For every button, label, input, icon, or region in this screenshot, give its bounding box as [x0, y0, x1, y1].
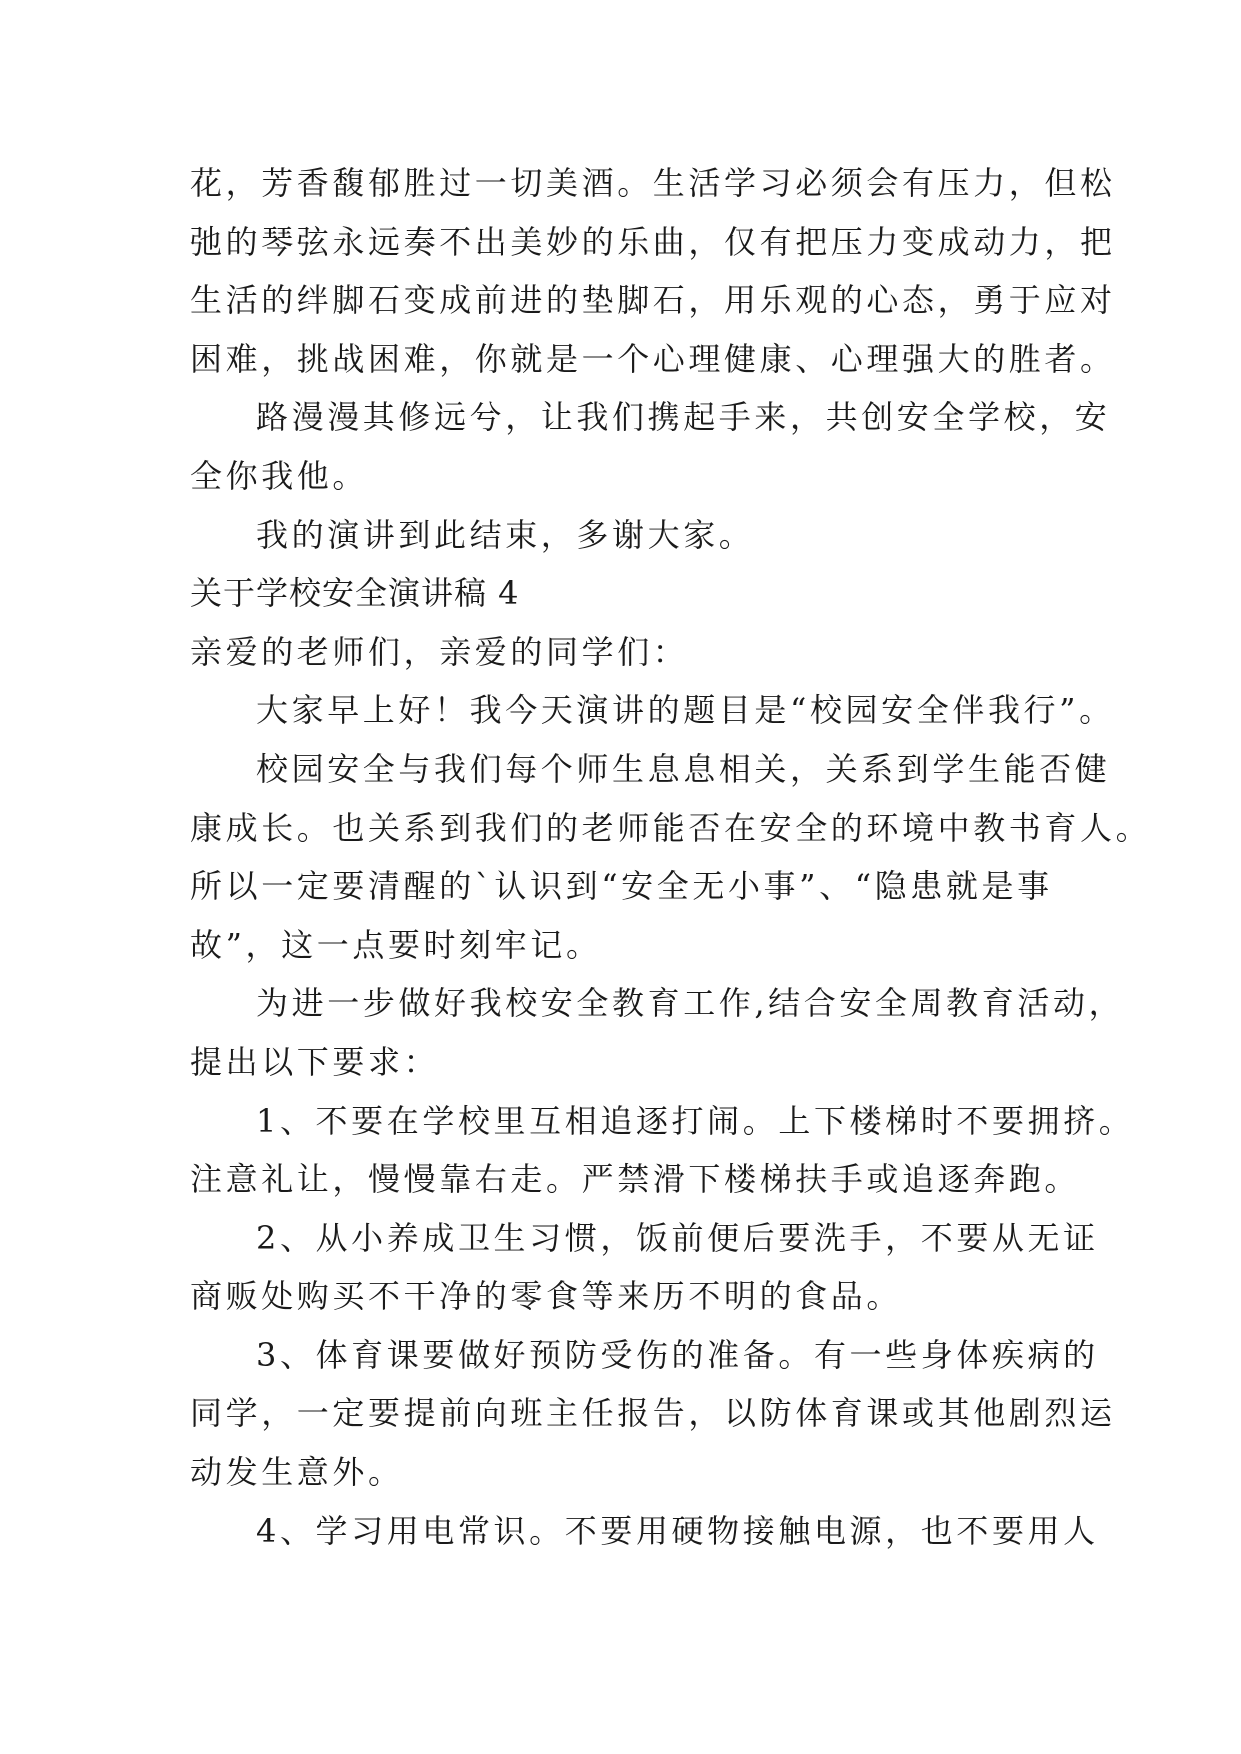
text-line: 路漫漫其修远兮，让我们携起手来，共创安全学校，安 — [256, 398, 1111, 437]
text-line: 全你我他。 — [190, 456, 369, 495]
text-line: 困难，挑战困难，你就是一个心理健康、心理强大的胜者。 — [190, 339, 1116, 378]
text-line: 4、学习用电常识。不要用硬物接触电源，也不要用人 — [256, 1511, 1099, 1550]
text-line: 同学，一定要提前向班主任报告，以防体育课或其他剧烈运 — [190, 1394, 1116, 1433]
text-line: 为进一步做好我校安全教育工作,结合安全周教育活动， — [256, 984, 1125, 1023]
section-heading: 关于学校安全演讲稿 4 — [190, 574, 520, 613]
document-body — [190, 154, 1152, 1560]
text-line: 大家早上好！我今天演讲的题目是“校园安全伴我行”。 — [256, 691, 1115, 730]
text-line: 注意礼让，慢慢靠右走。严禁滑下楼梯扶手或追逐奔跑。 — [190, 1160, 1081, 1199]
text-line: 商贩处购买不干净的零食等来历不明的食品。 — [190, 1277, 903, 1316]
text-line: 1、不要在学校里互相追逐打闹。上下楼梯时不要拥挤。 — [256, 1101, 1135, 1140]
text-line: 亲爱的老师们，亲爱的同学们： — [190, 632, 689, 671]
text-line: 我的演讲到此结束，多谢大家。 — [256, 515, 755, 554]
text-line: 动发生意外。 — [190, 1453, 404, 1492]
text-line: 2、从小养成卫生习惯，饭前便后要洗手，不要从无证 — [256, 1218, 1099, 1257]
text-line: 提出以下要求： — [190, 1042, 440, 1081]
text-line: 3、体育课要做好预防受伤的准备。有一些身体疾病的 — [256, 1335, 1099, 1374]
text-line: 花，芳香馥郁胜过一切美酒。生活学习必须会有压力，但松 — [190, 164, 1116, 202]
text-line: 弛的琴弦永远奏不出美妙的乐曲，仅有把压力变成动力，把 — [190, 222, 1116, 261]
text-line: 故”，这一点要时刻牢记。 — [190, 925, 602, 964]
text-line: 生活的绊脚石变成前进的垫脚石，用乐观的心态，勇于应对 — [190, 281, 1116, 320]
text-line: 所以一定要清醒的`认识到“安全无小事”、“隐患就是事 — [190, 867, 1053, 906]
text-line: 康成长。也关系到我们的老师能否在安全的环境中教书育人。 — [190, 808, 1152, 847]
text-line: 校园安全与我们每个师生息息相关，关系到学生能否健 — [256, 749, 1111, 788]
